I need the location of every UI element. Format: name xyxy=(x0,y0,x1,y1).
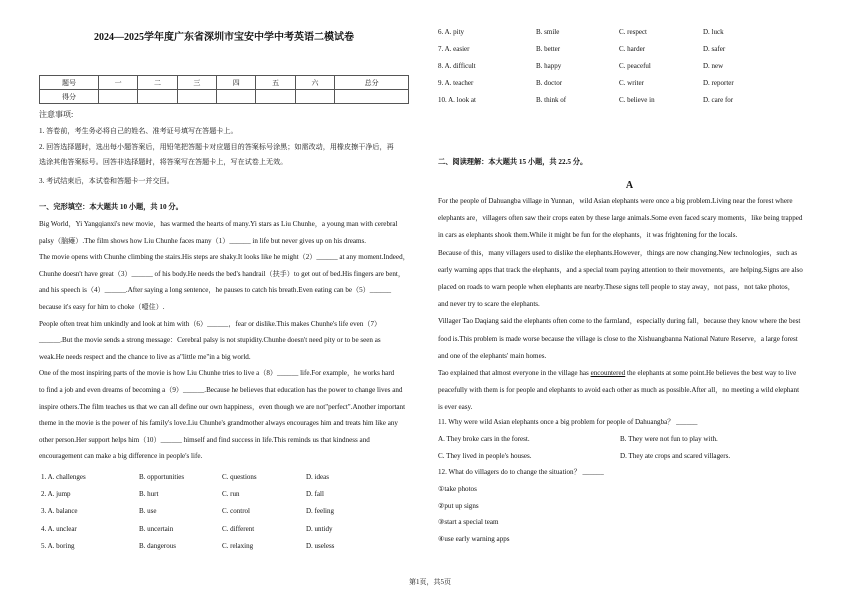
passage-text: and never try to scare the elephants. xyxy=(438,300,540,309)
passage-text: peacefully with them is for people and elephants to avoid each other as much as possible.After all，no meeting a wild elephant xyxy=(438,386,800,395)
option-a: 5. A. boring xyxy=(41,541,75,550)
score-cell-empty xyxy=(295,90,334,104)
option-b: B. hurt xyxy=(139,490,159,499)
option-b: B. opportunities xyxy=(139,473,185,481)
passage-line xyxy=(39,436,370,445)
score-table-header-row xyxy=(40,76,409,90)
score-cell-empty xyxy=(177,90,216,104)
passage-line xyxy=(39,270,405,279)
score-cell-empty xyxy=(99,90,138,104)
passage-text: to find a job and even dreams of becoming a（9） xyxy=(39,386,184,394)
underlined-word: encountered xyxy=(590,369,626,377)
option-a: 7. A. easier xyxy=(438,45,470,54)
q11-stem xyxy=(438,418,697,427)
option-b: B. think of xyxy=(536,96,567,105)
score-table-cell: 得分 xyxy=(40,90,99,104)
q11-option-a: A. They broke cars in the forest. xyxy=(438,435,530,443)
option-a: 3. A. balance xyxy=(41,507,78,516)
passage-line xyxy=(39,452,202,461)
score-table-cell: 一 xyxy=(99,76,138,90)
option-c: C. respect xyxy=(619,28,647,36)
page-title: 2024—2025学年度广东省深圳市宝安中学中考英语二模试卷 xyxy=(94,32,354,43)
notes-item: 1. 答卷前，考生务必将自己的姓名、准考证号填写在答题卡上。 xyxy=(39,127,238,135)
score-table-cell: 二 xyxy=(138,76,177,90)
answer-blank: ______ xyxy=(131,269,153,278)
score-cell-empty xyxy=(217,90,256,104)
score-cell-empty xyxy=(256,90,295,104)
passage-text: encouragement can make a big difference in people's life. xyxy=(39,452,203,461)
q12-item: ②put up signs xyxy=(438,502,479,510)
option-c: C. control xyxy=(222,507,250,516)
option-a: 8. A. difficult xyxy=(438,62,476,71)
passage-line xyxy=(438,249,797,258)
q12-stem xyxy=(438,468,604,477)
option-b: B. happy xyxy=(536,62,562,71)
q12-item: ③start a special team xyxy=(438,518,499,526)
answer-blank: ______ xyxy=(369,286,392,295)
answer-blank: ______ xyxy=(229,236,251,245)
passage-line xyxy=(438,214,802,223)
passage-line xyxy=(39,353,251,362)
passage-text: of his body.He needs the bed's handrail（扶手）to get out of bed.His fingers are bent， xyxy=(152,269,405,278)
passage-text: The movie opens with Chunhe climbing the stairs.His steps are shaky.It looks like he might（2） xyxy=(39,253,317,262)
passage-line xyxy=(438,317,800,326)
passage-text: at any moment.Indeed， xyxy=(337,253,410,262)
option-d: D. care for xyxy=(703,96,734,105)
passage-line xyxy=(438,352,546,361)
score-table-cell: 四 xyxy=(217,76,256,90)
score-table-cell: 六 xyxy=(295,76,334,90)
option-b: B. dangerous xyxy=(139,541,176,550)
option-b: B. smile xyxy=(536,28,560,36)
option-d: D. safer xyxy=(703,45,726,54)
passage-text: early warning apps that track the elephants，and a special team paying attention to their movements，are helping.Signs are also xyxy=(438,265,803,274)
passage-text: food is.This problem is made worse because the village is close to the Xishuangbanna National Nature Reserve，a large forest xyxy=(438,334,798,343)
option-b: B. better xyxy=(536,45,561,54)
passage-line xyxy=(438,369,796,378)
passage-line xyxy=(39,320,381,329)
answer-blank: ______ xyxy=(316,253,338,262)
passage-line xyxy=(39,403,405,412)
passage-text: and one of the elephants' main homes. xyxy=(438,351,547,360)
option-c: C. peaceful xyxy=(619,62,651,71)
option-d: D. luck xyxy=(703,28,724,36)
passage-text: because it's easy for him to choke（噎住）. xyxy=(39,303,165,311)
section1-heading: 一、完形填空：本大题共 10 小题，共 10 分。 xyxy=(39,203,183,211)
option-c: C. questions xyxy=(222,473,257,481)
option-a: 4. A. unclear xyxy=(41,524,77,533)
passage-line xyxy=(438,231,737,240)
score-cell-empty xyxy=(138,90,177,104)
score-table xyxy=(39,75,409,104)
option-d: D. reporter xyxy=(703,79,734,88)
passage-label: A xyxy=(625,180,634,191)
passage-text: inspire others.The film teaches us that we can all define our own happiness，even though we are not"perfect".Another important xyxy=(39,402,406,411)
passage-text: People often treat him unkindly and look at him with（6） xyxy=(39,319,208,328)
answer-blank: ______ xyxy=(207,319,229,328)
passage-text: .Because he believes that education has the power to change lives and xyxy=(204,386,403,394)
option-d: D. fall xyxy=(306,490,324,499)
option-b: B. uncertain xyxy=(139,524,174,533)
passage-text: Because of this，many villagers used to dislike the elephants.However，things are now changing.New technologies，such as xyxy=(438,248,798,257)
option-c: C. harder xyxy=(619,45,646,54)
passage-text: other person.Her support helps him（10） xyxy=(39,435,161,444)
q11-stem-text: 11. Why were wild Asian elephants once a big problem for people of Dahuangba？ xyxy=(438,418,675,426)
q11-option-c: C. They lived in people's houses. xyxy=(438,452,532,460)
option-a: 6. A. pity xyxy=(438,28,465,36)
q11-option-d: D. They ate crops and scared villagers. xyxy=(620,452,731,460)
answer-blank: ______ xyxy=(277,369,299,378)
passage-line xyxy=(39,286,391,295)
notes-heading: 注意事项: xyxy=(39,110,74,119)
score-table-cell: 题号 xyxy=(40,76,99,90)
passage-line xyxy=(39,369,394,378)
passage-line xyxy=(39,253,410,262)
passage-line xyxy=(438,283,795,292)
answer-blank: ______ xyxy=(160,435,182,444)
passage-line xyxy=(39,386,402,395)
notes-item: 3. 考试结束后，本试卷和答题卡一并交回。 xyxy=(39,177,174,185)
passage-line xyxy=(438,197,793,206)
answer-blank: ______ xyxy=(39,336,61,345)
passage-text: ，fear or dislike.This makes Chunhe's life even（7） xyxy=(228,319,382,328)
passage-line xyxy=(438,266,803,275)
option-d: D. new xyxy=(703,62,724,71)
passage-text: One of the most inspiring parts of the movie is how Liu Chunhe tries to live a（8） xyxy=(39,369,278,378)
option-b: B. doctor xyxy=(536,79,563,88)
option-c: C. believe in xyxy=(619,96,655,105)
passage-text: is ever easy. xyxy=(438,403,473,412)
passage-text: elephants are，villagers often saw their crops eaten by these large animals.Some even faced scary moments，like being trapped xyxy=(438,214,803,223)
q12-stem-text: 12. What do villagers do to change the situation？ xyxy=(438,468,581,476)
score-table-cell: 总分 xyxy=(335,76,409,90)
score-table-score-row xyxy=(40,90,409,104)
passage-text: himself and find success in life.This reminds us that kindness and xyxy=(181,435,370,444)
passage-line xyxy=(39,303,165,312)
passage-text: Big World，Yi Yangqianxi's new movie，has warmed the hearts of many.Yi stars as Liu Chunhe，a young man with cerebral xyxy=(39,220,398,228)
page-footer: 第1页，共5页 xyxy=(409,578,451,586)
option-a: 9. A. teacher xyxy=(438,79,474,88)
passage-text: Tao explained that almost everyone in the village has xyxy=(438,369,591,377)
notes-item: 选涂其他答案标号。回答非选择题时，将答案写在答题卡上，写在试卷上无效。 xyxy=(39,158,288,166)
passage-text: and his speech is（4） xyxy=(39,286,105,295)
passage-text: the elephants at some point.He believes the best way to live xyxy=(625,369,797,377)
passage-text: .After saying a long sentence，he pauses to catch his breath.Even eating can be（5） xyxy=(125,286,370,295)
answer-blank: ______ xyxy=(582,468,604,476)
score-table-cell: 五 xyxy=(256,76,295,90)
passage-line xyxy=(438,403,472,412)
score-table-cell: 三 xyxy=(177,76,216,90)
passage-text: life.For example，he works hard xyxy=(298,369,395,378)
option-d: D. feeling xyxy=(306,507,334,516)
section2-heading: 二、阅读理解：本大题共 15 小题，共 22.5 分。 xyxy=(438,158,588,166)
passage-text: palsy（脑瘫）.The film shows how Liu Chunhe faces many（1） xyxy=(39,236,230,245)
passage-line xyxy=(39,237,366,246)
answer-blank: ______ xyxy=(104,286,126,295)
passage-text: placed on roads to warn people when elephants are nearby.These signs tell people to stay away，not pass，not take photos， xyxy=(438,283,795,291)
passage-line xyxy=(438,386,799,395)
option-d: D. untidy xyxy=(306,524,333,533)
q11-option-b: B. They were not fun to play with. xyxy=(620,435,718,443)
passage-text: in life but never gives up on his dreams. xyxy=(250,236,367,245)
passage-line xyxy=(39,220,397,229)
option-a: 2. A. jump xyxy=(41,490,71,499)
passage-text: Villager Tao Daqiang said the elephants often come to the farmland，especially during fall，because they know where the best xyxy=(438,317,801,326)
option-c: C. relaxing xyxy=(222,541,254,550)
option-c: C. writer xyxy=(619,79,644,88)
option-d: D. ideas xyxy=(306,473,329,481)
option-b: B. use xyxy=(139,507,157,516)
passage-text: For the people of Dahuangba village in Yunnan，wild Asian elephants were once a big problem.Living near the forest where xyxy=(438,197,793,205)
passage-line xyxy=(438,300,540,309)
answer-blank: ______ xyxy=(676,418,698,426)
notes-item: 2. 回答选择题时，选出每小题答案后，用铅笔把答题卡对应题目的答案标号涂黑；如需改动，用橡皮擦干净后，再 xyxy=(39,143,394,151)
score-cell-empty xyxy=(335,90,409,104)
q12-item: ④use early warning apps xyxy=(438,535,510,543)
passage-line xyxy=(39,336,381,345)
passage-line xyxy=(438,335,798,344)
option-c: C. run xyxy=(222,490,240,499)
passage-text: theme in the movie is the power of his family's love.Liu Chunhe's grandmother always encourages him and treats him like any xyxy=(39,419,398,428)
option-a: 1. A. challenges xyxy=(41,473,86,481)
passage-text: weak.He needs respect and the chance to live as a"little me"in a big world. xyxy=(39,352,251,361)
option-d: D. useless xyxy=(306,541,335,550)
answer-blank: ______ xyxy=(183,386,205,394)
passage-line xyxy=(39,419,398,428)
passage-text: Chunhe doesn't have great（3） xyxy=(39,269,132,278)
passage-text: .But the movie sends a strong message：Cerebral palsy is not stupidity.Chunhe doesn't need pity or to be seen as xyxy=(60,336,381,345)
q12-item: ①take photos xyxy=(438,485,477,493)
option-a: 10. A. look at xyxy=(438,96,476,105)
option-c: C. different xyxy=(222,524,255,533)
passage-text: in cars as elephants shook them.While it might be fun for the elephants，it was frightening for the locals. xyxy=(438,231,738,240)
